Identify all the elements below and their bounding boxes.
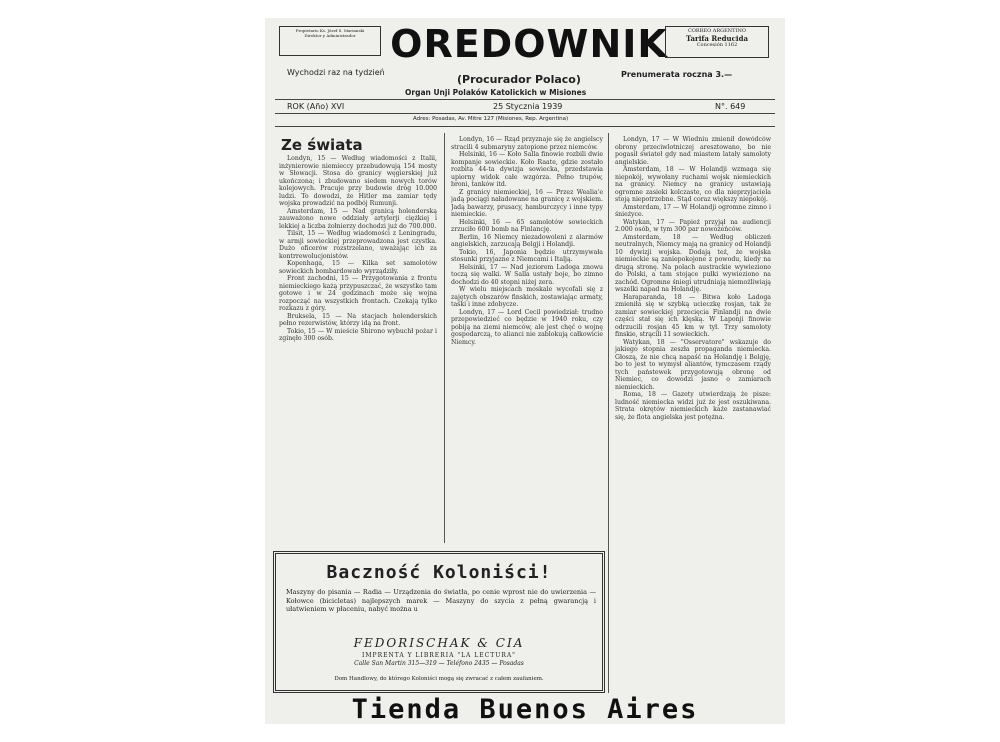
article: Londyn, 17 — W Wiedniu zmienił dowódców obrony przeciwlotniczej aresztowano, bo nie pogasił świateł gdy nad miastem latały samoloty angielskie. bbox=[615, 136, 771, 166]
article: Roma, 18 — Gazety utwierdzają że pisze: ludność niemiecka widzi już że jest oszukiwana. Strata okrętów niemieckich każe zastanawiać się, że flota angielska jest potężna. bbox=[615, 391, 771, 421]
article: Z granicy niemieckiej, 16 — Przez Wealia'e jadą pociągi naładowane na granicę z wojskiem. Jadą bawarzy, prusacy, hamburczycy i inne typy niemieckie. bbox=[451, 188, 603, 218]
article: Kopenhaga, 15 — Kilka set samolotów sowieckich bombardowało wyrządziły. bbox=[279, 260, 437, 275]
article: Bruksela, 15 — Na stacjach holenderskich pełno rezerwistów, którzy idą na front. bbox=[279, 312, 437, 327]
article: Londyn, 15 — Według wiadomości z Italii, inżynierowie niemieccy przebudowują 154 mosty w Słowacji. Stosa do granicy węgierskiej już ukończona; i zbudowano siedem nowych torów kolejowych. Pracuje przy budowie dróg 10.000 ludzi. To dowodzi, że Hitler ma zamiar tędy wojska prowadzić na podbój Rumunji. bbox=[279, 155, 437, 207]
article: Amsterdam, 15 — Nad granicą holenderską zauważono nowe oddziały artylerji ciężkiej i lekkiej a liczba żołnierzy dochodzi już do 700.000. bbox=[279, 207, 437, 230]
masthead-subtitle: (Procurador Polaco) bbox=[457, 73, 581, 86]
publisher-box bbox=[279, 26, 381, 56]
article: Haraparanda, 18 — Bitwa koło Ladoga zmieniła się w szybką ucieczkę rosjan, tak że zamiar sowieckiej przecięcia Finlandji na dwie części stał się ich klęską. W Laponji finowie odrzucili rosjan 45 km w tył. Trzy samoloty finskie, strącili 11 sowieckich. bbox=[615, 293, 771, 338]
volume: ROK (Año) XVI bbox=[287, 102, 345, 111]
advertisement-box bbox=[273, 551, 605, 693]
article: Amsterdam, 17 — W Holandji ogromne zimno i śnieżyce. bbox=[615, 203, 771, 218]
article: Tokio, 15 — W mieście Shirono wybuchł pożar i zginęło 300 osób. bbox=[279, 327, 437, 342]
article: Helsinki, 16 — 65 samolotów sowieckich zrzuciło 600 bomb na Finlancję. bbox=[451, 218, 603, 233]
issue-date: 25 Stycznia 1939 bbox=[493, 102, 563, 111]
postal-box bbox=[665, 26, 769, 58]
postal-line: Tarifa Reducida bbox=[685, 34, 748, 43]
article: Watykan, 17 — Papież przyjął na audiencji 2.000 osób, w tym 300 par nowożeńców. bbox=[615, 218, 771, 233]
organ-line: Organ Unji Polaków Katolickich w Misiones bbox=[405, 88, 587, 97]
ad-company: FEDORISCHAK & CIA bbox=[353, 636, 525, 650]
footer-advertisement: Tienda Buenos Aires bbox=[351, 694, 699, 724]
column-2 bbox=[451, 136, 603, 546]
column-3 bbox=[615, 136, 771, 692]
article: Helsinki, 17 — Nad jeziorem Ladoga znowu toczą się walki. W Salla ustały boje, bo zimno dochodzi do 40 stopni niżej zera. bbox=[451, 263, 603, 286]
article: Watykan, 18 — "Osservatore" wskazuje do jakiego stopnia zeszła propaganda niemiecka. Głoszą, że nie chcą napaść na Holandję i Belgję, bo to jest to wymysł aliantów, tymczasem rządy tych państewek przygotowują obronę od Niemiec, co dowodzi jasno o zamiarach niemieckich. bbox=[615, 338, 771, 391]
subscription: Prenumerata roczna 3.— bbox=[621, 70, 733, 79]
ad-note: Dom Handlowy, do którego Koloniści mogą się zwracać z całem zaufaniem. bbox=[334, 676, 544, 682]
article: Tilsit, 15 — Według wiadomości z Leningradu, w armji sowieckiej przeprowadzona jest czystka. Dużo oficerów rozstrzelano, uważając ich za kontrrewolucjonistów. bbox=[279, 230, 437, 260]
postal-line: CORREO ARGENTINO bbox=[688, 28, 746, 34]
postal-line: Concesión 1162 bbox=[696, 42, 738, 48]
article: Londyn, 17 — Lord Cecil powiedział: trudno przepowiedzieć co będzie w 1940 roku, czy pobiją na ziemi niemców, ale jest chęć o wojnę gospodarczą, to alianci nie zablokują całkowicie Niemcy. bbox=[451, 308, 603, 346]
article: Tokio, 16, Japonia będzie utrzymywała stosunki przyjazne z Niemcami i Italją. bbox=[451, 248, 603, 263]
address: Adres: Posadas, Av. Mitre 127 (Misiones, Rep. Argentina) bbox=[413, 116, 569, 122]
article: Londyn, 16 — Rząd przyznaje się że angielscy stracili 4 submaryny zatopione przez niemców. bbox=[451, 136, 603, 151]
ad-address: Calle San Martin 315—319 — Teléfono 2435 — Posadas bbox=[354, 660, 524, 667]
ad-store: IMPRENTA Y LIBRERIA "LA LECTURA" bbox=[362, 652, 516, 659]
article: Front zachodni, 15 — Przygotowania z frontu niemieckiego każą przypuszczać, że wszystko tam gotowe i w 24 godzinach może się wojna rozpocząć na wszystkich frontach. Czekają tylko rozkazu z góry. bbox=[279, 275, 437, 312]
column-1 bbox=[279, 155, 437, 545]
issue-number: N°. 649 bbox=[715, 102, 746, 111]
article: Berlin, 16 Niemcy niezadowoleni z alarmów angielskich, zarzucają Belgji i Holandji. bbox=[451, 233, 603, 248]
article: Helsinki, 16 — Koło Salla finowie rozbili dwie kompanje sowieckie. Koło Raate, gdzie zostało rozbita 44-ta dywizja sowiecka, przedstawia upiorny widok całe wzgórza. Pełno trupów, broni, tanków itd. bbox=[451, 151, 603, 188]
article: Amsterdam, 18 — Według obliczeń neutralnych, Niemcy mają na granicy od Holandji 10 dywizji wojska. Dodają też, że wojska niemieckie są zaniepokojone z powodu, kiedy na drugą stronę. Na polach austrackie wywieziono do Polski, a tam stojące pułki wywieziono na zachód. Ogromne śniegi utrudniają niemożliwiają wszelki napad na Holandję. bbox=[615, 233, 771, 293]
newspaper-page bbox=[265, 18, 785, 724]
frequency: Wychodzi raz na tydzień bbox=[287, 68, 385, 77]
article: Amsterdam, 18 — W Holandji wzmaga się niepokój, wywołany ruchami wojsk niemieckich na granicy. Niemcy na granicy ustawiają ogromne zasieki kolczaste, co dla nieprzyjaciela stoją niepotrzebne. Stąd coraz większy niepokój. bbox=[615, 166, 771, 203]
masthead-title: OREDOWNIK bbox=[390, 22, 668, 66]
article: W wielu miejscach moskale wycofali się z zajętych obszarów finskich, zostawiając armaty, taśki i inne zdobycze. bbox=[451, 286, 603, 308]
ad-title: Baczność Koloniści! bbox=[326, 562, 552, 583]
section-title: Ze świata bbox=[281, 136, 363, 154]
publisher-line: Direktor y Administrador bbox=[304, 33, 356, 38]
ad-body: Maszyny do pisania — Radia — Urządzenia do światła, po cenie wprost nie do uwierzenia — Kołowce (bicicletas) najlepszych marek — Maszyny do szycia z pełną gwarancją i ułatwieniem w płaceniu, nabyć można u bbox=[286, 588, 596, 613]
publisher-line: Propietario Ks. Józef S. Marianski bbox=[295, 28, 365, 33]
